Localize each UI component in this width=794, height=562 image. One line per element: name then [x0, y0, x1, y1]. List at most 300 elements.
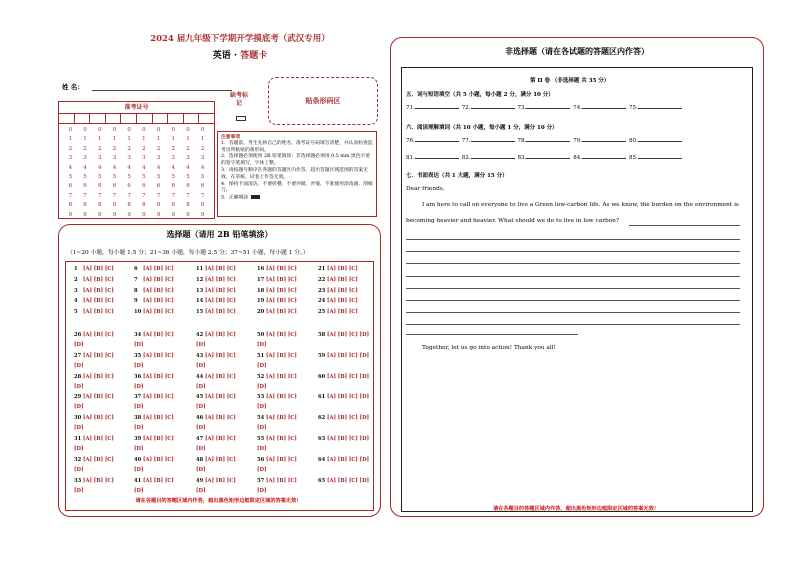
answer-options[interactable]: [A] [B] [C] [205, 309, 236, 316]
answer-options[interactable]: [A] [B] [C] [205, 394, 236, 401]
answer-options[interactable]: [A] [B] [C] [266, 373, 297, 380]
ticket-digit-bubble[interactable]: 6 [171, 183, 176, 190]
answer-options[interactable]: [A] [B] [C] [205, 456, 236, 463]
question-row [134, 266, 174, 272]
ticket-digit-bubble[interactable]: 4 [142, 164, 146, 171]
answer-options[interactable]: [A] [B] [C] [205, 287, 236, 294]
answer-options[interactable]: [A] [B] [C] [D] [327, 352, 370, 359]
ticket-digit-bubble[interactable]: 7 [127, 192, 131, 199]
answer-options[interactable]: [A] [B] [C] [266, 298, 297, 305]
blank-row-71-75 [406, 105, 685, 111]
question-row [74, 415, 114, 421]
writing-line[interactable] [406, 324, 740, 325]
question-row [318, 309, 358, 315]
blank-answer-line[interactable] [471, 158, 515, 159]
ticket-digit-bubble[interactable]: 2 [142, 145, 146, 152]
answer-option-d[interactable]: [D] [257, 446, 267, 452]
writing-line[interactable] [406, 300, 740, 301]
answer-option-d[interactable]: [D] [74, 404, 84, 411]
answer-option-d[interactable]: [D] [257, 342, 267, 348]
ticket-write-cell[interactable] [137, 114, 153, 123]
answer-options[interactable]: [A] [B] [C] [143, 394, 174, 401]
ticket-digit-bubble[interactable]: 1 [200, 136, 205, 143]
ticket-digit-bubble[interactable]: 9 [98, 211, 102, 218]
question-number: 58 [318, 332, 326, 338]
ticket-digit-bubble[interactable]: 3 [200, 155, 205, 162]
answer-options[interactable]: [A] [B] [C] [327, 276, 358, 283]
ticket-digit-bubble[interactable]: 2 [200, 145, 205, 152]
answer-option-d[interactable]: [D] [74, 362, 84, 369]
question-number: 5 [74, 309, 78, 316]
ticket-write-cell[interactable] [184, 114, 200, 123]
ticket-digit-bubble[interactable]: 7 [171, 192, 176, 199]
ticket-digit-bubble[interactable]: 2 [112, 145, 117, 152]
ticket-digit-bubble[interactable]: 0 [200, 127, 205, 133]
ticket-digit-bubble[interactable]: 1 [156, 136, 161, 143]
answer-option-d[interactable]: [D] [74, 487, 84, 494]
blank-answer-line[interactable] [638, 108, 682, 109]
answer-options[interactable]: [A] [B] [C] [266, 332, 297, 338]
answer-option-d[interactable]: [D] [74, 383, 84, 390]
answer-area [401, 67, 753, 512]
ticket-digit-bubble[interactable]: 0 [142, 127, 146, 133]
answer-options[interactable]: [A] [B] [C] [83, 332, 114, 338]
section-6-title: 六．阅读理解填词（共 10 小题，每小题 1 分，满分 10 分） [406, 125, 558, 131]
answer-options[interactable]: [A] [B] [C] [83, 287, 114, 294]
ticket-digit-bubble[interactable]: 6 [127, 183, 131, 190]
answer-options[interactable]: [A] [B] [C] [83, 298, 114, 305]
ticket-write-cell[interactable] [168, 114, 184, 123]
ticket-write-cell[interactable] [59, 114, 75, 123]
question-row [196, 288, 236, 294]
blank-answer-line[interactable] [638, 158, 682, 159]
answer-options[interactable]: [A] [B] [C] [83, 309, 114, 316]
question-row [196, 298, 236, 304]
ticket-digit-bubble[interactable]: 4 [83, 164, 87, 171]
answer-option-d[interactable]: [D] [196, 487, 206, 494]
absent-mark-box[interactable] [236, 116, 246, 121]
blank-answer-line[interactable] [415, 158, 459, 159]
ticket-digit-bubble[interactable]: 7 [156, 192, 161, 199]
ticket-digit-bubble[interactable]: 0 [83, 127, 87, 133]
ticket-digit-bubble[interactable]: 9 [200, 211, 205, 218]
answer-options[interactable]: [A] [B] [C] [266, 436, 297, 442]
answer-option-d[interactable]: [D] [74, 446, 84, 452]
ticket-digit-bubble[interactable]: 9 [186, 211, 190, 218]
ticket-digit-bubble[interactable]: 3 [142, 155, 146, 162]
ticket-digit-bubble[interactable]: 6 [186, 183, 190, 190]
answer-options[interactable]: [A] [B] [C] [143, 477, 174, 484]
ticket-digit-bubble[interactable]: 6 [68, 183, 73, 190]
answer-options[interactable]: [A] [B] [C] [205, 373, 236, 380]
ticket-digit-bubble[interactable]: 4 [68, 164, 73, 171]
ticket-write-cell[interactable] [75, 114, 91, 123]
ticket-digit-bubble[interactable]: 9 [112, 211, 117, 218]
section-7-title: 七．书面表达（共 1 大题，满分 15 分） [406, 173, 508, 179]
question-row [134, 298, 174, 304]
answer-options[interactable]: [A] [B] [C] [205, 352, 236, 359]
ticket-digit-bubble[interactable]: 4 [200, 164, 205, 171]
ticket-digit-bubble[interactable]: 9 [83, 211, 87, 218]
question-row [318, 266, 358, 272]
answer-options[interactable]: [A] [B] [C] [205, 266, 236, 272]
question-row [134, 478, 174, 484]
ticket-digit-bubble[interactable]: 8 [98, 202, 102, 209]
question-row [74, 288, 114, 294]
ticket-digit-bubble[interactable]: 4 [171, 164, 176, 171]
answer-options[interactable]: [A] [B] [C] [D] [327, 373, 370, 380]
blank-number: 74. [573, 105, 582, 111]
ticket-digit-bubble[interactable]: 8 [156, 202, 161, 209]
ticket-digit-bubble[interactable]: 7 [83, 192, 87, 199]
answer-option-d[interactable]: [D] [134, 487, 144, 494]
answer-options[interactable]: [A] [B] [C] [327, 298, 358, 305]
answer-options[interactable]: [A] [B] [C] [143, 415, 174, 422]
ticket-digit-column [63, 126, 78, 220]
question-row [74, 298, 114, 304]
blank-number: 75. [629, 105, 638, 111]
question-row [74, 353, 114, 359]
answer-option-d[interactable]: [D] [74, 466, 84, 473]
ticket-digit-bubble[interactable]: 0 [156, 127, 161, 133]
writing-line[interactable] [406, 251, 740, 252]
answer-options[interactable]: [A] [B] [C] [205, 298, 236, 305]
question-row [134, 353, 174, 359]
ticket-digit-bubble[interactable]: 9 [156, 211, 161, 218]
ticket-digit-bubble[interactable]: 0 [112, 127, 117, 133]
answer-options[interactable]: [A] [B] [C] [205, 436, 236, 442]
choice-subtitle: （1~20 小题，每小题 1.5 分；21~36 小题，每小题 2.5 分；37~51 小题，每小题 1 分。） [67, 250, 309, 256]
answer-option-d[interactable]: [D] [257, 466, 267, 473]
ticket-digit-bubble[interactable]: 3 [171, 155, 176, 162]
writing-line[interactable] [406, 276, 740, 277]
ticket-digit-bubble[interactable]: 6 [112, 183, 117, 190]
blank-number: 77. [461, 138, 471, 144]
answer-options[interactable]: [A] [B] [C] [143, 266, 174, 272]
ticket-digit-bubble[interactable]: 8 [83, 202, 87, 209]
question-number: 32 [74, 456, 82, 463]
blank-answer-line[interactable] [582, 141, 626, 142]
ticket-digit-bubble[interactable]: 5 [83, 174, 87, 181]
ticket-digit-bubble[interactable]: 1 [112, 136, 117, 143]
answer-options[interactable]: [A] [B] [C] [D] [327, 436, 370, 442]
question-number: 57 [257, 477, 265, 484]
ticket-digit-bubble[interactable]: 9 [171, 211, 176, 218]
answer-options[interactable]: [A] [B] [C] [266, 287, 297, 294]
question-number: 13 [196, 287, 204, 294]
ticket-digit-bubble[interactable]: 7 [200, 192, 205, 199]
blank-number: 79. [573, 138, 582, 144]
question-number: 47 [196, 436, 204, 442]
question-row [318, 298, 358, 304]
ticket-digit-bubble[interactable]: 5 [186, 174, 190, 181]
answer-options[interactable]: [A] [B] [C] [266, 309, 297, 316]
ticket-digit-bubble[interactable]: 9 [142, 211, 146, 218]
answer-option-d[interactable]: [D] [134, 466, 144, 473]
answer-option-d[interactable]: [D] [134, 383, 144, 390]
ticket-digit-bubble[interactable]: 1 [142, 136, 146, 143]
writing-line[interactable] [406, 263, 740, 264]
question-number: 11 [196, 266, 204, 272]
ticket-digit-bubble[interactable]: 3 [127, 155, 131, 162]
question-number: 28 [74, 373, 82, 380]
answer-options[interactable]: [A] [B] [C] [143, 456, 174, 463]
question-row [257, 353, 297, 359]
ticket-digit-bubble[interactable]: 6 [83, 183, 87, 190]
ticket-digit-bubble[interactable]: 2 [171, 145, 176, 152]
ticket-digit-bubble[interactable]: 9 [127, 211, 131, 218]
ticket-digit-bubble[interactable]: 3 [68, 155, 73, 162]
answer-option-d[interactable]: [D] [134, 446, 144, 452]
answer-options[interactable]: [A] [B] [C] [D] [327, 394, 370, 401]
answer-options[interactable]: [A] [B] [C] [143, 298, 174, 305]
writing-line[interactable] [406, 239, 740, 240]
answer-options[interactable]: [A] [B] [C] [83, 415, 114, 422]
answer-options[interactable]: [A] [B] [C] [143, 287, 174, 294]
ticket-digit-bubble[interactable]: 4 [186, 164, 190, 171]
answer-options[interactable]: [A] [B] [C] [266, 266, 297, 272]
question-row [318, 277, 358, 283]
ticket-digit-bubble[interactable]: 5 [68, 174, 73, 181]
answer-options[interactable]: [A] [B] [C] [143, 352, 174, 359]
answer-option-d[interactable]: [D] [74, 342, 84, 348]
ticket-digit-bubble[interactable]: 2 [127, 145, 131, 152]
question-row [196, 277, 236, 283]
ticket-digit-bubble[interactable]: 0 [127, 127, 131, 133]
question-number: 19 [257, 298, 265, 305]
answer-options[interactable]: [A] [B] [C] [143, 436, 174, 442]
answer-options[interactable]: [A] [B] [C] [83, 352, 114, 359]
writing-line[interactable] [629, 225, 740, 226]
answer-options[interactable]: [A] [B] [C] [143, 309, 174, 316]
blank-number: 71. [406, 105, 415, 111]
answer-option-d[interactable]: [D] [257, 425, 267, 432]
ticket-digit-bubble[interactable]: 9 [68, 211, 73, 218]
answer-options[interactable]: [A] [B] [C] [266, 456, 297, 463]
question-row [257, 394, 297, 400]
name-label: 姓 名： [62, 83, 84, 91]
answer-option-d[interactable]: [D] [134, 362, 144, 369]
ticket-digit-bubble[interactable]: 2 [156, 145, 161, 152]
ticket-digit-bubble[interactable]: 3 [186, 155, 190, 162]
blank-answer-line[interactable] [638, 141, 682, 142]
answer-options[interactable]: [A] [B] [C] [83, 456, 114, 463]
answer-options[interactable]: [A] [B] [C] [D] [327, 477, 370, 484]
ticket-write-cell[interactable] [90, 114, 106, 123]
answer-options[interactable]: [A] [B] [C] [83, 477, 114, 484]
ticket-digit-bubble[interactable]: 1 [68, 136, 73, 143]
blank-answer-line[interactable] [471, 108, 515, 109]
answer-options[interactable]: [A] [B] [C] [83, 266, 114, 272]
answer-options[interactable]: [A] [B] [C] [143, 276, 174, 283]
ticket-digit-grid [59, 124, 214, 222]
ticket-digit-bubble[interactable]: 1 [83, 136, 87, 143]
answer-options[interactable]: [A] [B] [C] [205, 415, 236, 422]
question-row [196, 309, 236, 315]
answer-options[interactable]: [A] [B] [C] [327, 266, 358, 272]
blank-number: 78. [517, 138, 527, 144]
ticket-digit-bubble[interactable]: 8 [171, 202, 176, 209]
ticket-digit-bubble[interactable]: 4 [156, 164, 161, 171]
ticket-digit-bubble[interactable]: 5 [200, 174, 205, 181]
ticket-write-cell[interactable] [153, 114, 169, 123]
ticket-digit-bubble[interactable]: 5 [98, 174, 102, 181]
question-number: 12 [196, 276, 204, 283]
question-row [257, 457, 297, 463]
ticket-digit-bubble[interactable]: 5 [127, 174, 131, 181]
question-number: 38 [134, 415, 142, 422]
answer-options[interactable]: [A] [B] [C] [143, 373, 174, 380]
ticket-digit-bubble[interactable]: 8 [142, 202, 146, 209]
ticket-write-cell[interactable] [121, 114, 137, 123]
answer-options[interactable]: [A] [B] [C] [83, 373, 114, 380]
ticket-digit-bubble[interactable]: 0 [98, 127, 102, 133]
letter-body-line-2: becoming heavier and heavier. What should we do to live in low carbon? [406, 218, 620, 224]
question-number: 30 [74, 415, 82, 422]
ticket-digit-bubble[interactable]: 5 [112, 174, 117, 181]
answer-options[interactable]: [A] [B] [C] [205, 276, 236, 283]
ticket-digit-bubble[interactable]: 4 [112, 164, 117, 171]
ticket-digit-bubble[interactable]: 5 [171, 174, 176, 181]
ticket-digit-bubble[interactable]: 3 [112, 155, 117, 162]
ticket-digit-bubble[interactable]: 6 [156, 183, 161, 190]
answer-options[interactable]: [A] [B] [C] [D] [327, 332, 370, 338]
question-number: 21 [318, 266, 326, 272]
question-row [134, 394, 174, 400]
question-row [318, 353, 369, 359]
answer-option-d[interactable]: [D] [196, 446, 206, 452]
ticket-digit-column [107, 126, 122, 220]
question-number: 56 [257, 456, 265, 463]
ticket-digit-bubble[interactable]: 5 [142, 174, 146, 181]
answer-options[interactable]: [A] [B] [C] [205, 332, 236, 338]
answer-option-d[interactable]: [D] [134, 404, 144, 411]
answer-options[interactable]: [A] [B] [C] [266, 276, 297, 283]
ticket-digit-bubble[interactable]: 1 [98, 136, 102, 143]
blank-answer-line[interactable] [415, 108, 459, 109]
blank-answer-line[interactable] [415, 141, 459, 142]
question-number: 65 [318, 477, 326, 484]
blank-answer-line[interactable] [526, 108, 570, 109]
ticket-digit-bubble[interactable]: 8 [186, 202, 190, 209]
ticket-digit-bubble[interactable]: 1 [127, 136, 131, 143]
ticket-digit-bubble[interactable]: 8 [68, 202, 73, 209]
ticket-digit-bubble[interactable]: 6 [98, 183, 102, 190]
answer-option-d[interactable]: [D] [196, 466, 206, 473]
answer-option-d[interactable]: [D] [196, 342, 206, 348]
blank-answer-line[interactable] [526, 141, 570, 142]
ticket-digit-bubble[interactable]: 4 [127, 164, 131, 171]
blank-answer-line[interactable] [582, 108, 626, 109]
answer-options[interactable]: [A] [B] [C] [327, 309, 358, 316]
ticket-digit-bubble[interactable]: 8 [112, 202, 117, 209]
answer-option-d[interactable]: [D] [257, 383, 267, 390]
subject-label: 英语 [212, 51, 231, 61]
ticket-digit-bubble[interactable]: 6 [200, 183, 205, 190]
ticket-write-cell[interactable] [106, 114, 122, 123]
writing-line[interactable] [406, 334, 578, 335]
answer-option-d[interactable]: [D] [134, 425, 144, 432]
ticket-digit-bubble[interactable]: 0 [171, 127, 176, 133]
ticket-digit-bubble[interactable]: 7 [68, 192, 73, 199]
ticket-digit-bubble[interactable]: 8 [200, 202, 205, 209]
ticket-digit-bubble[interactable]: 1 [186, 136, 190, 143]
ticket-digit-bubble[interactable]: 7 [112, 192, 117, 199]
answer-options[interactable]: [A] [B] [C] [205, 477, 236, 484]
ticket-digit-bubble[interactable]: 7 [186, 192, 190, 199]
question-number: 40 [134, 456, 142, 463]
answer-option-d[interactable]: [D] [257, 362, 267, 369]
ticket-digit-bubble[interactable]: 2 [186, 145, 190, 152]
ticket-digit-bubble[interactable]: 0 [68, 127, 73, 133]
answer-option-d[interactable]: [D] [257, 404, 267, 411]
answer-options[interactable]: [A] [B] [C] [266, 477, 297, 484]
ticket-write-boxes[interactable] [59, 114, 214, 124]
ticket-digit-bubble[interactable]: 2 [68, 145, 73, 152]
answer-options[interactable]: [A] [B] [C] [266, 394, 297, 401]
question-row [196, 374, 236, 380]
ticket-digit-bubble[interactable]: 1 [171, 136, 176, 143]
answer-option-d[interactable]: [D] [196, 425, 206, 432]
note-item: 1．答题前，考生先将自己的姓名、准考证号码填写清楚，并认真检查监考员所粘贴的条形码。 [221, 140, 373, 153]
answer-options[interactable]: [A] [B] [C] [143, 332, 174, 338]
blank-answer-line[interactable] [526, 158, 570, 159]
answer-option-d[interactable]: [D] [257, 487, 267, 494]
writing-line[interactable] [406, 312, 740, 313]
question-row [257, 436, 297, 442]
question-row [196, 266, 236, 272]
answer-option-d[interactable]: [D] [134, 342, 144, 348]
ticket-digit-bubble[interactable]: 7 [142, 192, 146, 199]
ticket-digit-bubble[interactable]: 2 [83, 145, 87, 152]
blank-answer-line[interactable] [582, 158, 626, 159]
question-number: 39 [134, 436, 142, 442]
answer-option-d[interactable]: [D] [196, 362, 206, 369]
choice-answer-grid [65, 261, 374, 511]
ticket-digit-bubble[interactable]: 3 [83, 155, 87, 162]
non-choice-warning: 请在各题目的答题区域内作答，超出黑色矩形边框限定区域的答案无效！ [492, 506, 659, 512]
answer-option-d[interactable]: [D] [74, 425, 84, 432]
answer-options[interactable]: [A] [B] [C] [D] [327, 415, 370, 422]
question-row [134, 415, 174, 421]
choice-section [58, 224, 381, 517]
blank-answer-line[interactable] [471, 141, 515, 142]
answer-option-d[interactable]: [D] [196, 404, 206, 411]
writing-line[interactable] [406, 288, 740, 289]
name-field[interactable] [92, 90, 232, 91]
ticket-digit-bubble[interactable]: 3 [98, 155, 102, 162]
ticket-write-cell[interactable] [199, 114, 214, 123]
answer-options[interactable]: [A] [B] [C] [266, 415, 297, 422]
answer-options[interactable]: [A] [B] [C] [83, 394, 114, 401]
answer-options[interactable]: [A] [B] [C] [266, 352, 297, 359]
answer-options[interactable]: [A] [B] [C] [327, 287, 358, 294]
answer-options[interactable]: [A] [B] [C] [83, 436, 114, 442]
ticket-digit-bubble[interactable]: 5 [156, 174, 161, 181]
ticket-digit-bubble[interactable]: 2 [98, 145, 102, 152]
ticket-digit-bubble[interactable]: 3 [156, 155, 161, 162]
ticket-digit-bubble[interactable]: 7 [98, 192, 102, 199]
ticket-digit-bubble[interactable]: 4 [98, 164, 102, 171]
answer-option-d[interactable]: [D] [196, 383, 206, 390]
answer-options[interactable]: [A] [B] [C] [83, 276, 114, 283]
ticket-digit-bubble[interactable]: 0 [186, 127, 190, 133]
question-number: 9 [134, 298, 138, 305]
answer-options[interactable]: [A] [B] [C] [D] [327, 456, 370, 463]
ticket-digit-column [166, 126, 181, 220]
ticket-digit-bubble[interactable]: 6 [142, 183, 146, 190]
ticket-digit-bubble[interactable]: 8 [127, 202, 131, 209]
